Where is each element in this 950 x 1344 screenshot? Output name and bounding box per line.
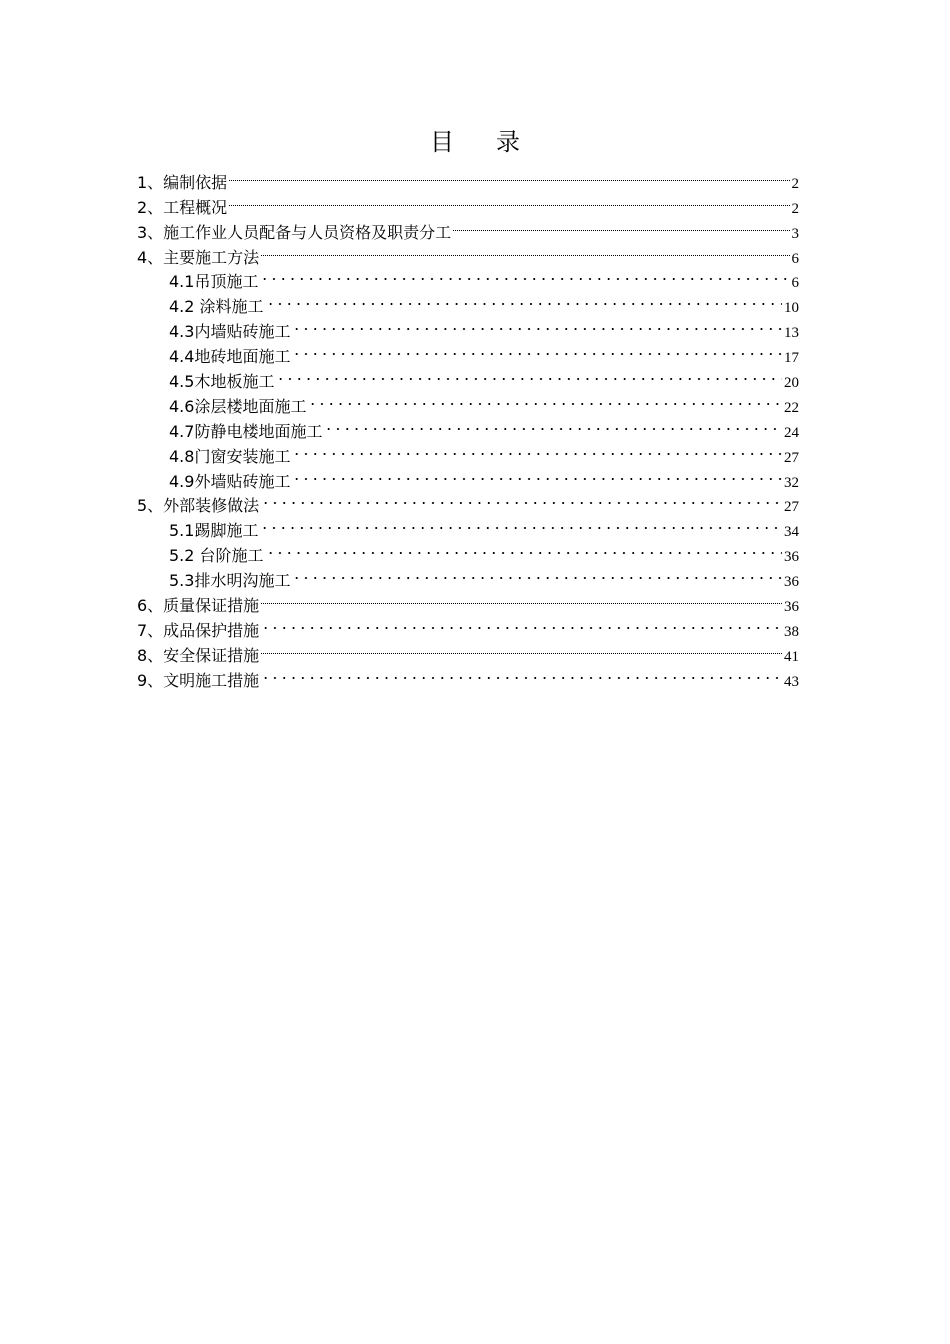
toc-entry-text: 台阶施工	[194, 546, 264, 566]
toc-entry-text: 门窗安装施工	[194, 446, 291, 466]
toc-dot-leader	[260, 263, 789, 288]
toc-entry-number: 4.7	[169, 421, 195, 441]
toc-entry-number: 4.6	[169, 396, 195, 416]
toc-page-number: 10	[784, 300, 799, 317]
toc-entry-text: 涂料施工	[194, 297, 264, 317]
toc-page-number: 34	[784, 524, 799, 541]
toc-entry-text: 8、安全保证措施	[137, 645, 260, 665]
toc-entry-number: 5.2	[169, 546, 195, 566]
toc-entry-label	[137, 669, 259, 694]
toc-entry-label	[137, 196, 227, 221]
toc-entry-label	[137, 594, 259, 619]
toc-dot-leader	[261, 586, 782, 611]
toc-page-number: 22	[784, 399, 799, 416]
toc-dot-leader	[261, 661, 782, 686]
toc-entry[interactable]	[137, 213, 799, 242]
toc-entry-number: 4.9	[169, 471, 195, 491]
toc-page-number: 6	[791, 275, 799, 292]
toc-page-number: 36	[784, 574, 799, 591]
toc-entry-text: 6、质量保证措施	[137, 596, 260, 616]
toc-entry-text: 9、文明施工措施	[137, 670, 260, 690]
toc-entry-label	[137, 246, 259, 271]
toc-entry-text: 吊顶施工	[194, 272, 259, 292]
toc-page-number: 2	[791, 200, 799, 217]
toc-entry-text: 防静电楼地面施工	[194, 421, 323, 441]
toc-entry[interactable]	[137, 163, 799, 192]
toc-entry-number: 4.8	[169, 446, 195, 466]
toc-title-left: 目	[430, 128, 454, 156]
toc-page-number: 17	[784, 350, 799, 367]
toc-entry-number: 4.1	[169, 272, 195, 292]
toc-entry-label	[137, 494, 259, 519]
toc-entry-label	[137, 619, 259, 644]
toc-page-number: 24	[784, 424, 799, 441]
toc-page-number: 38	[784, 623, 799, 640]
toc-entry-label	[169, 320, 290, 345]
toc-page-number: 36	[784, 599, 799, 616]
toc-entry-label	[169, 295, 264, 320]
toc-entry-number: 5.3	[169, 571, 195, 591]
toc-title	[0, 122, 950, 157]
toc-entry-label	[169, 544, 264, 569]
toc-entry-number: 4.3	[169, 322, 195, 342]
toc-dot-leader	[292, 437, 782, 462]
toc-entry-text: 排水明沟施工	[194, 571, 291, 591]
toc-dot-leader	[261, 611, 782, 636]
toc-entry-text: 木地板施工	[194, 372, 275, 392]
toc-dot-leader	[292, 312, 782, 337]
toc-dot-leader	[261, 238, 789, 263]
toc-dot-leader	[324, 412, 782, 437]
toc-entry-label	[169, 395, 306, 420]
toc-page-number: 32	[784, 474, 799, 491]
toc-dot-leader	[292, 561, 782, 586]
toc-dot-leader	[292, 462, 782, 487]
toc-entry-text: 1、编制依据	[137, 172, 228, 192]
toc-dot-leader	[292, 337, 782, 362]
toc-entry-label	[169, 345, 290, 370]
toc-entry-label	[137, 644, 259, 669]
toc-entry-text: 外墙贴砖施工	[194, 471, 291, 491]
toc-dot-leader	[260, 511, 782, 536]
toc-entry-text: 踢脚施工	[194, 521, 259, 541]
toc-dot-leader	[276, 362, 782, 387]
toc-dot-leader	[261, 487, 782, 512]
toc-page-number: 43	[784, 673, 799, 690]
toc-title-right: 录	[496, 128, 520, 156]
toc-entry-label	[169, 370, 274, 395]
toc-page-number: 20	[784, 375, 799, 392]
toc-entry-number: 4.4	[169, 347, 195, 367]
toc-page-number: 2	[791, 175, 799, 192]
toc-dot-leader	[229, 188, 789, 213]
toc-entry-number: 4.5	[169, 372, 195, 392]
toc-entry-text: 2、工程概况	[137, 197, 228, 217]
toc-page-number: 3	[791, 225, 799, 242]
toc-dot-leader	[229, 163, 789, 188]
toc-page-number: 27	[784, 449, 799, 466]
toc-list	[137, 163, 799, 690]
toc-page-number: 27	[784, 499, 799, 516]
toc-entry-number: 5.1	[169, 521, 195, 541]
toc-dot-leader	[308, 387, 782, 412]
toc-dot-leader	[453, 213, 789, 238]
toc-page-number: 6	[791, 250, 799, 267]
toc-page-number: 36	[784, 549, 799, 566]
toc-entry-text: 地砖地面施工	[194, 347, 291, 367]
toc-entry[interactable]	[137, 188, 799, 217]
toc-page-number: 13	[784, 325, 799, 342]
toc-entry-text: 3、施工作业人员配备与人员资格及职责分工	[137, 222, 452, 242]
toc-entry-text: 5、外部装修做法	[137, 496, 260, 516]
toc-dot-leader	[266, 536, 782, 561]
toc-entry-label	[169, 445, 290, 470]
toc-entry-text: 7、成品保护措施	[137, 620, 260, 640]
toc-entry-text: 4、主要施工方法	[137, 247, 260, 267]
toc-dot-leader	[261, 636, 782, 661]
toc-page-number: 41	[784, 648, 799, 665]
toc-entry-number: 4.2	[169, 297, 195, 317]
toc-dot-leader	[266, 287, 782, 312]
toc-entry-text: 内墙贴砖施工	[194, 322, 291, 342]
toc-entry-text: 涂层楼地面施工	[194, 396, 307, 416]
toc-entry-label	[169, 519, 258, 544]
toc-entry-label	[137, 171, 227, 196]
toc-entry-label	[169, 270, 258, 295]
